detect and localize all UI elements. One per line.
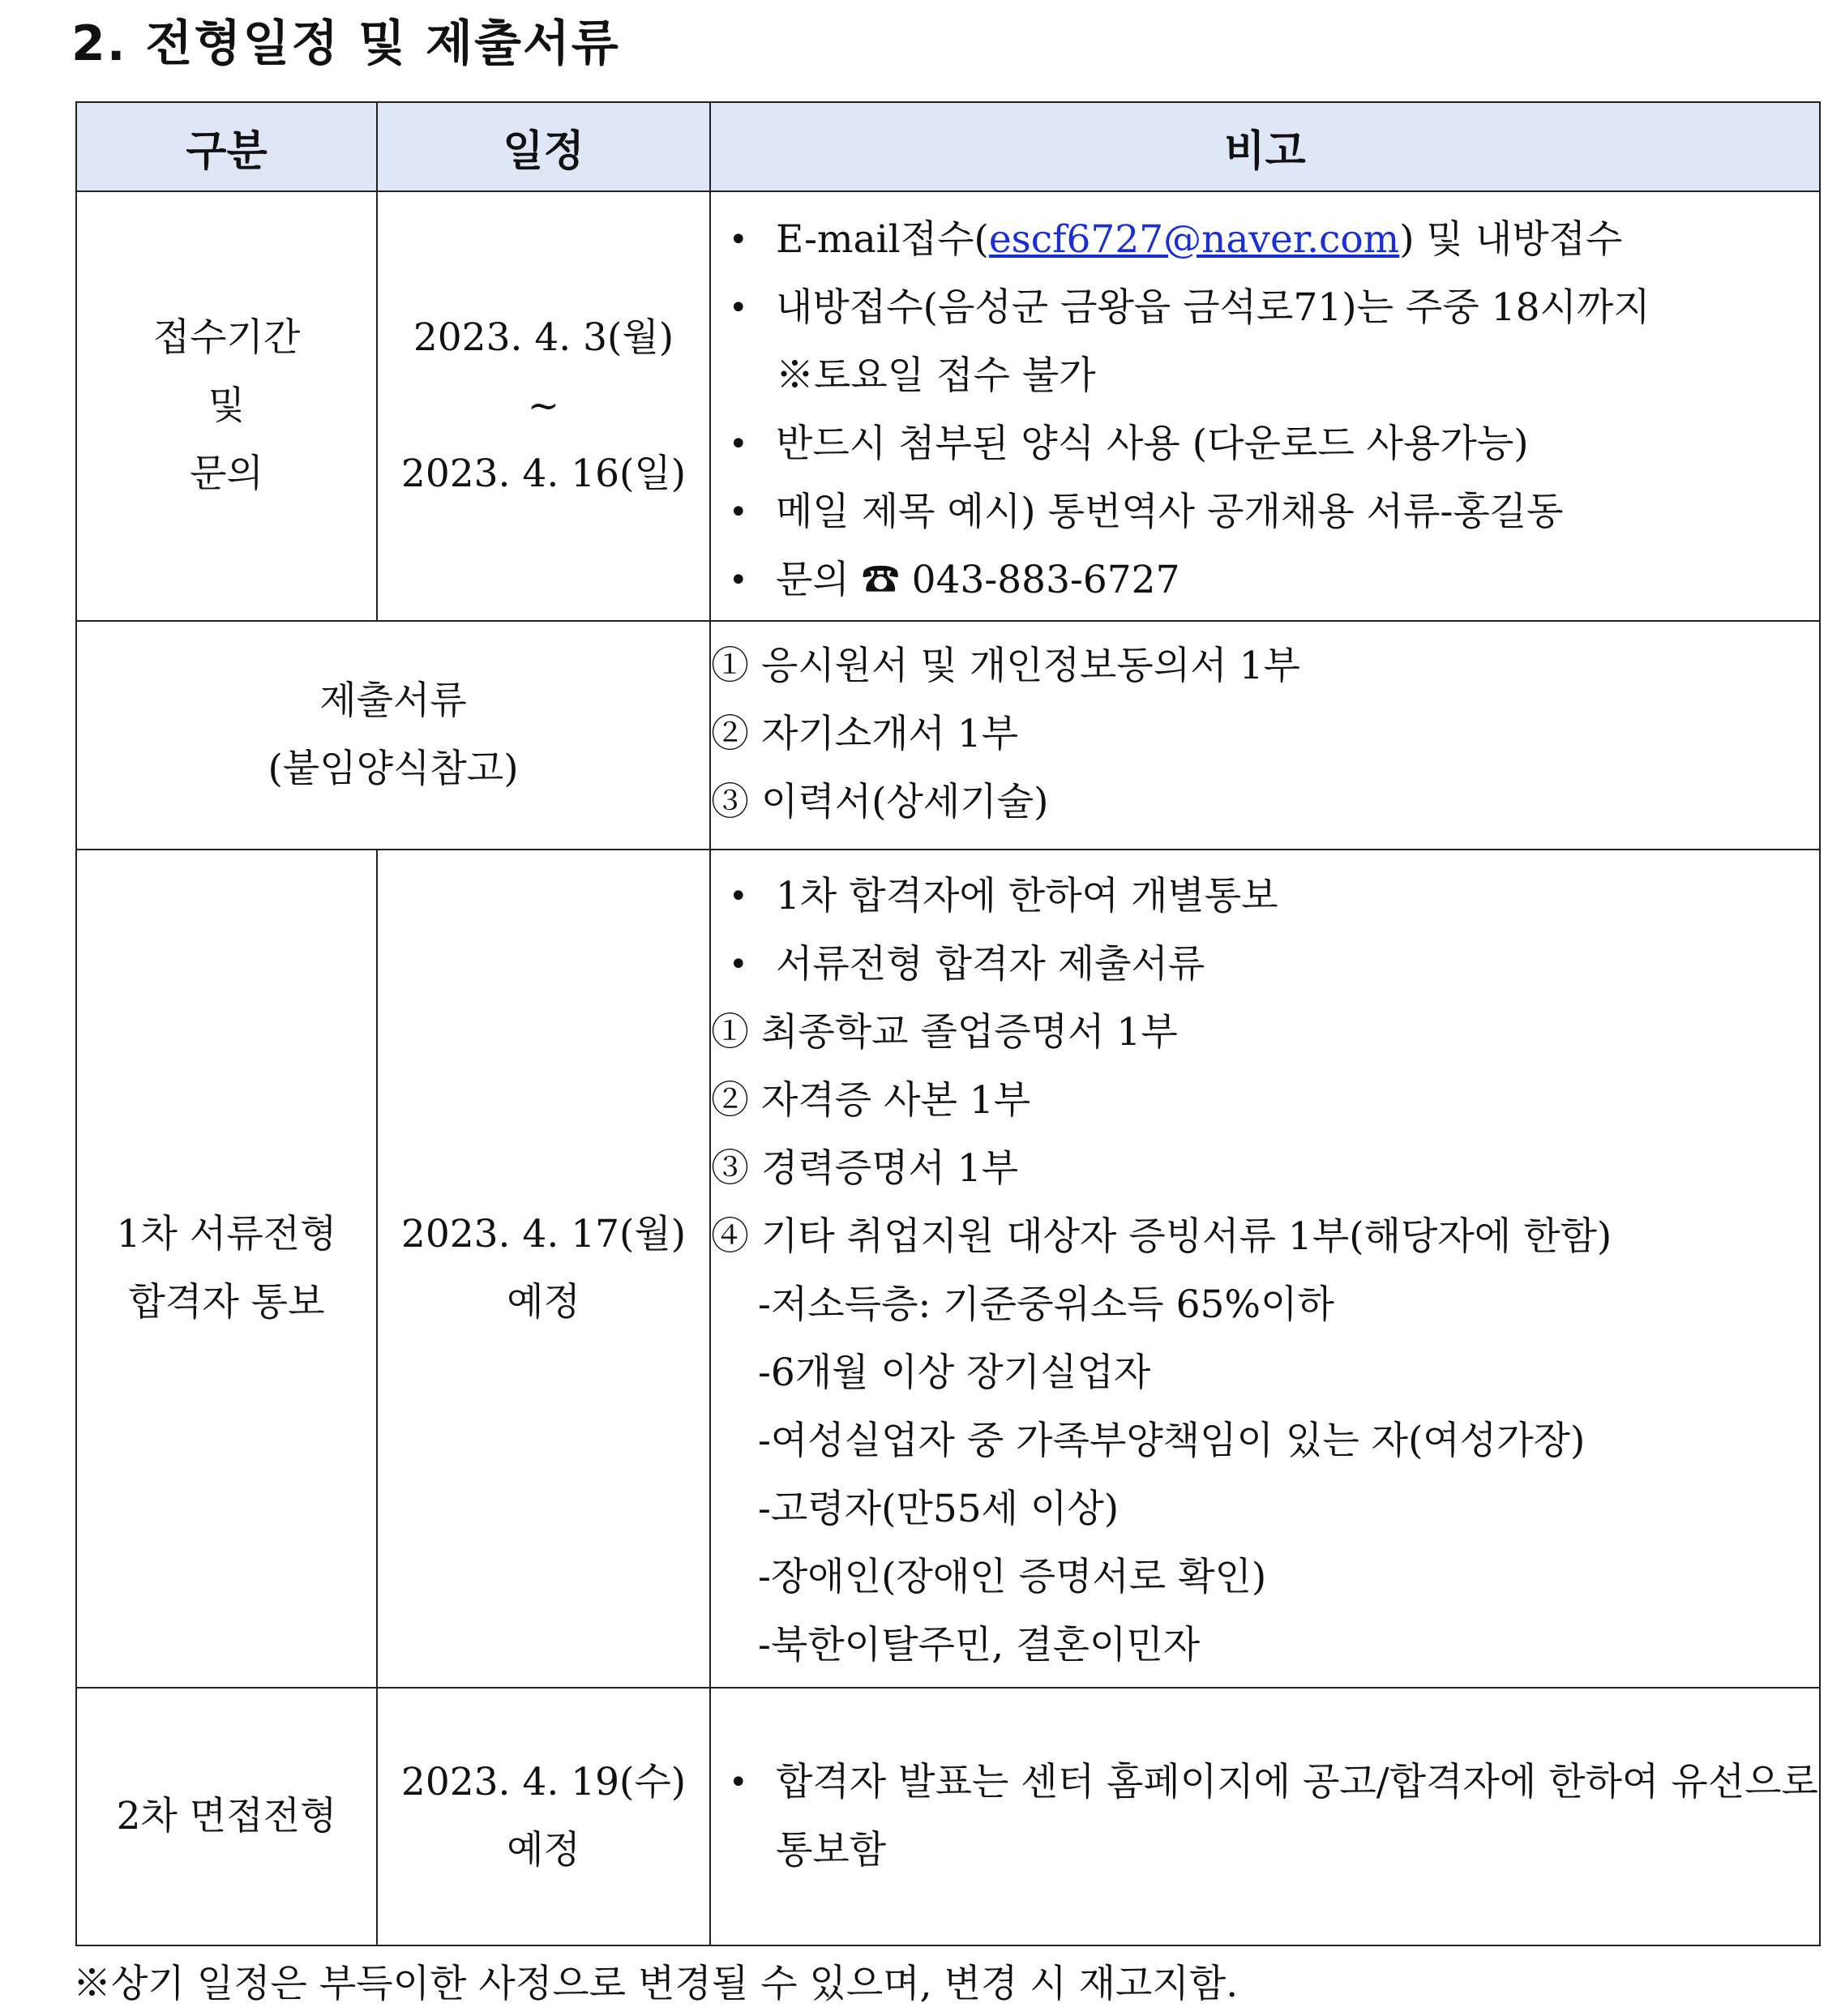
mail-subject-item: • 메일 제목 예시) 통번역사 공개채용 서류-홍길동 bbox=[711, 478, 1819, 546]
visit-note: ※토요일 접수 불가 bbox=[776, 353, 1096, 398]
first-round-item: ① 최종학교 졸업증명서 1부 bbox=[711, 1010, 1178, 1055]
schedule-change-footnote: ※상기 일정은 부득이한 사정으로 변경될 수 있으며, 변경 시 재고지함. bbox=[73, 1962, 1239, 2006]
first-round-item: ② 자격증 사본 1부 bbox=[711, 1078, 1031, 1123]
header-remarks: 비고 bbox=[710, 102, 1820, 191]
documents-category-line: (붙임양식참고) bbox=[268, 747, 519, 791]
first-round-expected: 예정 bbox=[507, 1280, 580, 1325]
first-round-sub-item: -여성실업자 중 가족부양책임이 있는 자(여성가장) bbox=[758, 1419, 1586, 1463]
email-reception-item bbox=[711, 206, 1819, 274]
reception-schedule-cell bbox=[377, 191, 710, 621]
table-row-reception bbox=[76, 191, 1820, 621]
header-category: 구분 bbox=[76, 102, 377, 191]
first-round-category-line: 1차 서류전형 bbox=[116, 1212, 337, 1256]
form-notice-item: • 반드시 첨부된 양식 사용 (다운로드 사용가능) bbox=[711, 410, 1819, 478]
first-round-bullet: • 서류전형 합격자 제출서류 bbox=[711, 931, 1819, 999]
second-round-notes-cell bbox=[710, 1688, 1820, 1945]
first-round-date: 2023. 4. 17(월) bbox=[400, 1212, 687, 1256]
table-row-documents bbox=[76, 621, 1820, 850]
reception-category-line: 문의 bbox=[190, 452, 263, 496]
document-item: ③ 이력서(상세기술) bbox=[711, 780, 1049, 824]
header-schedule: 일정 bbox=[377, 102, 710, 191]
documents-category-line: 제출서류 bbox=[319, 678, 467, 723]
reception-category-line: 및 bbox=[208, 383, 246, 428]
schedule-table bbox=[75, 101, 1821, 1946]
second-round-category-cell bbox=[76, 1688, 377, 1945]
reception-notes-cell bbox=[710, 191, 1820, 621]
first-round-sub-item: -북한이탈주민, 결혼이민자 bbox=[758, 1623, 1201, 1667]
first-round-sub-item: -저소득층: 기준중위소득 65%이하 bbox=[758, 1282, 1334, 1327]
first-round-bullet: • 1차 합격자에 한하여 개별통보 bbox=[711, 862, 1819, 931]
first-round-category-line: 합격자 통보 bbox=[128, 1280, 325, 1325]
first-round-sub-item: -장애인(장애인 증명서로 확인) bbox=[758, 1555, 1267, 1599]
reception-category-cell bbox=[76, 191, 377, 621]
second-round-expected: 예정 bbox=[507, 1828, 580, 1873]
document-item: ② 자기소개서 1부 bbox=[711, 712, 1019, 756]
reception-end-date: 2023. 4. 16(일) bbox=[400, 452, 687, 496]
table-row-second-round bbox=[76, 1688, 1820, 1945]
second-round-date: 2023. 4. 19(수) bbox=[400, 1760, 687, 1804]
first-round-sub-item: -고령자(만55세 이상) bbox=[758, 1487, 1119, 1531]
first-round-notes-cell bbox=[710, 850, 1820, 1688]
documents-category-cell bbox=[76, 621, 710, 850]
second-round-schedule-cell bbox=[377, 1688, 710, 1945]
email-prefix: E-mail접수( bbox=[776, 217, 989, 262]
first-round-schedule-cell bbox=[377, 850, 710, 1688]
table-row-first-round bbox=[76, 850, 1820, 1688]
first-round-item: ④ 기타 취업지원 대상자 증빙서류 1부(해당자에 한함) bbox=[711, 1214, 1612, 1259]
reception-start-date: 2023. 4. 3(월) bbox=[413, 315, 674, 360]
second-round-category-line: 2차 면접전형 bbox=[116, 1794, 337, 1838]
table-header-row bbox=[76, 102, 1820, 191]
phone-inquiry-item: • 문의 ☎ 043-883-6727 bbox=[711, 546, 1819, 614]
first-round-sub-item: -6개월 이상 장기실업자 bbox=[758, 1350, 1151, 1395]
email-suffix: ) 및 내방접수 bbox=[1399, 217, 1623, 262]
visit-reception-item: • 내방접수(음성군 금왕읍 금석로71)는 주중 18시까지 bbox=[711, 274, 1819, 342]
reception-tilde: ~ bbox=[527, 383, 560, 428]
reception-category-line: 접수기간 bbox=[152, 315, 301, 360]
document-item: ① 응시원서 및 개인정보동의서 1부 bbox=[711, 644, 1300, 688]
section-title: 2. 전형일정 및 제출서류 bbox=[71, 15, 620, 72]
documents-list-cell bbox=[710, 621, 1820, 850]
first-round-item: ③ 경력증명서 1부 bbox=[711, 1146, 1019, 1191]
second-round-note: • 합격자 발표는 센터 홈페이지에 공고/합격자에 한하여 유선으로 통보함 bbox=[711, 1748, 1819, 1885]
email-link[interactable]: escf6727@naver.com bbox=[988, 217, 1400, 262]
first-round-category-cell bbox=[76, 850, 377, 1688]
